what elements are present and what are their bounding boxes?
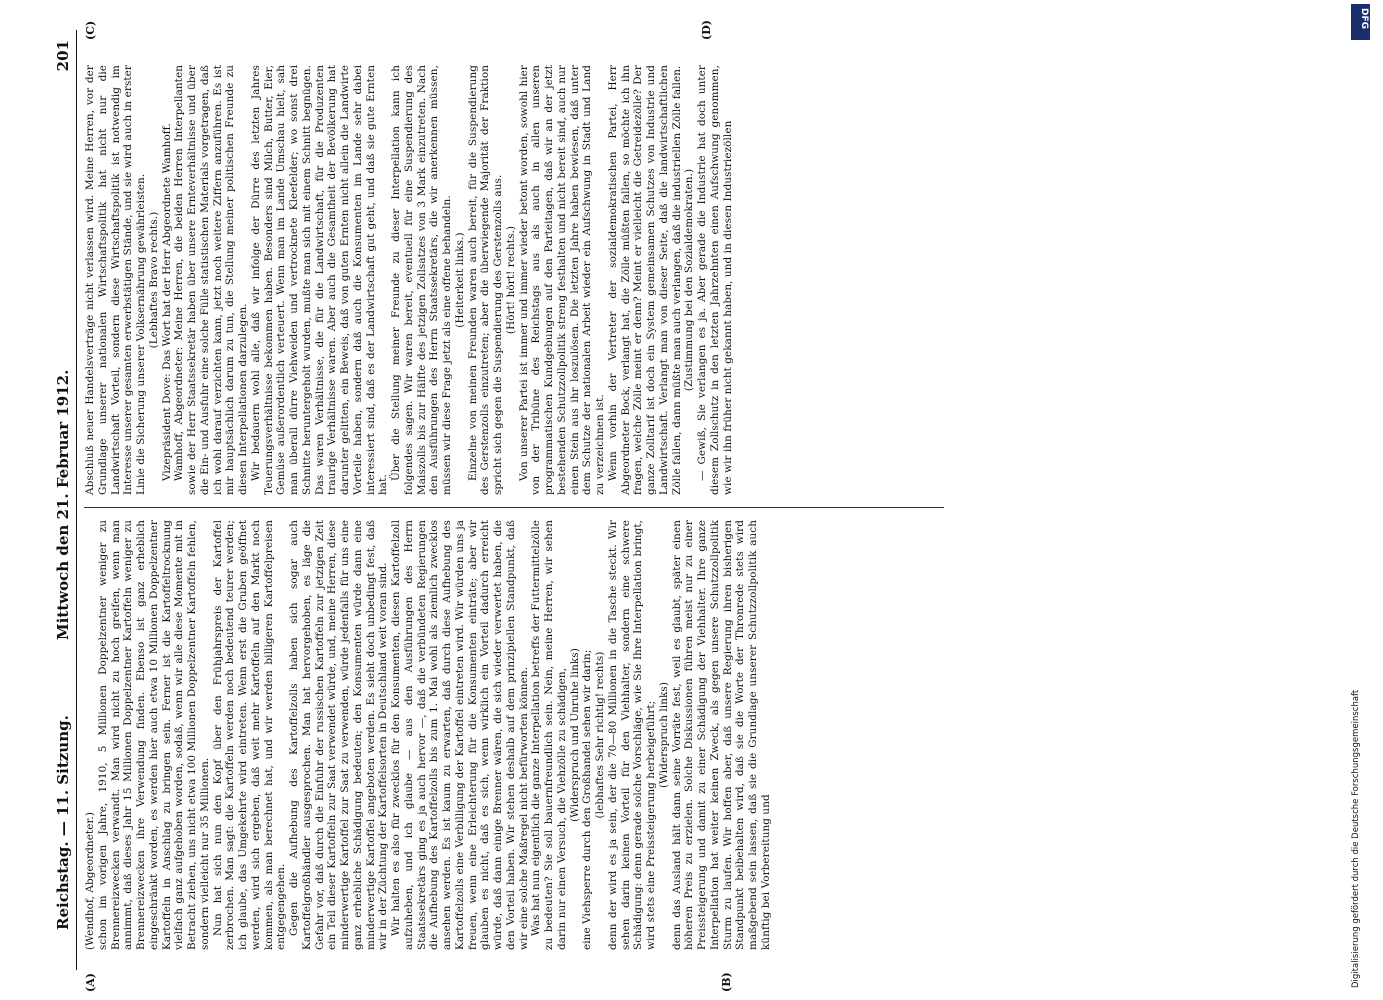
- paragraph: Vizepräsident Dove: Das Wort hat der Herr Abgeordnete Wamhoff.: [160, 123, 173, 481]
- paragraph: eine Viehsperre durch den Großhandel sehen wir darin;: [581, 649, 594, 950]
- paragraph: denn das Ausland hält dann seine Vorräte fest, weil es glaubt, später einen höheren Preis zu erzielen. Solche Diskussionen führen meist nur zu einer Preissteigerung und damit zu einer Schädigung der Viehhalter. Ihre ganze Interpellation hat weiter keinen Zweck, als gegen unsere Schutzzollpolitik Sturm zu laufen. Wir hoffen aber, daß unsere Regierung ihren bisherigen Standpunkt beibehalten wird, daß sie die Worte der Thronrede stets wird maßgebend sein lassen, daß sie die Grundlage unserer Schutzzollpolitik auch künftig bei Vorbereitung und: [670, 520, 772, 950]
- paragraph: Wir halten es also für zwecklos für den Konsumenten, diesen Kartoffelzoll aufzuheben, und ich glaube — aus den Ausführungen des Herrn Staatssekretärs ging es ja auch hervor —, daß die verbündeten Regierungen die Aufhebung des Kartoffelzolls bis zum 1. Mai wohl als ziemlich zwecklos ansehen werden. Es ist kaum zu erwarten, daß durch diese Aufhebung des Kartoffelzolls eine Verbilligung der Kartoffel eintreten wird. Wir würden uns ja freuen, wenn eine Erleichterung für die Konsumenten einträte; aber wir glauben es nicht, daß es sich, wenn wirklich ein Vorteil dadurch erreicht würde, daß dann einige Brenner wären, die sich wieder verwertet haben, die den Vorteil haben. Wir stehen deshalb auf dem prinzipiellen Standpunkt, daß wir eine solche Maßregel nicht befürworten können.: [390, 520, 530, 950]
- interjection: (Zustimmung bei den Sozialdemokraten.): [683, 168, 696, 392]
- header-date: Mittwoch den 21. Februar 1912.: [54, 369, 72, 640]
- right-column: [84, 65, 734, 495]
- margin-marker-b: (B): [720, 972, 733, 992]
- margin-marker-c: (C): [84, 20, 97, 40]
- digitization-credit: Digitalisierung gefördert durch die Deutsche Forschungsgemeinschaft: [1351, 689, 1361, 988]
- interjection: (Heiterkeit links.): [453, 232, 466, 328]
- paragraph: Nun hat sich nun den Kopf über den Frühjahrspreis der Kartoffel zerbrochen. Man sagt: die Kartoffeln werden noch bedeutend teurer werden; ich glaube, das Umgekehrte wird eintreten. Wenn erst die Gruben geöffnet werden, wird sich ergeben, daß weit mehr Kartoffeln auf den Markt noch kommen, als man berechnet hat, und wir werden billigeren Kartoffelpreisen entgegengehen.: [211, 520, 288, 950]
- paragraph: Wamhoff, Abgeordneter: Meine Herren, die beiden Herren Interpellanten sowie der Herr Staatssekretär haben über unsere Ernteverhältnisse und über die Ein- und Ausfuhr eine solche Fülle statistischen Materials vorgetragen, daß ich wohl darauf verzichten kann, jetzt noch weitere Ziffern anzuführen. Es ist mir hauptsächlich darum zu tun, die Stellung meiner politischen Freunde zu diesen Interpellationen darzulegen.: [173, 65, 249, 495]
- paragraph: Einzelne von meinen Freunden waren auch bereit, für die Suspendierung des Gerstenzolls einzutreten; aber die überwiegende Majorität der Fraktion spricht sich gegen die Suspendierung des Gerstenzolls aus.: [466, 65, 504, 495]
- interjection: (Lebhaftes Bravo rechts.): [147, 211, 160, 349]
- paragraph: denn der wird es ja sein, der die 70—80 Millionen in die Tasche steckt. Wir sehen darin keinen Vorteil für den Viehhalter, sondern eine schwere Schädigung: denn gerade solche Vorschläge, wie Sie Ihre Interpellation bringt, wird stets eine Preissteigerung herbeigeführt;: [606, 520, 657, 950]
- paragraph: Gegen die Aufhebung des Kartoffelzolls haben sich sogar auch Kartoffelgroßhändler ausgesprochen. Man hat hervorgehoben, es läge die Gefahr vor, daß durch die Einfuhr der russischen Kartoffeln zur jetzigen Zeit ein Teil dieser Kartoffeln zur Saat verwendet würde, und, meine Herren, diese minderwertige Kartoffel zur Saat zu verwenden, würde jedenfalls für uns eine ganz erhebliche Schädigung bedeuten; den Konsumenten würde dann eine minderwertige Kartoffel angeboten werden. Es sieht doch unbedingt fest, daß wir in der Züchtung der Kartoffelsorten in Deutschland weit voran sind.: [288, 520, 390, 950]
- page-header: [50, 30, 77, 970]
- paragraph: schon im vorigen Jahre, 1910, 5 Millionen Doppelzentner weniger zu Brennereizwecken verwandt. Man wird nicht zu hoch greifen, wenn man annimmt, daß dieses Jahr 15 Millionen Doppelzentner Kartoffeln weniger zu Brennereizwecken ihre Verwendung finden. Ebenso ist ganz erheblich eingeschränkt worden, es werden hier auch etwa 10 Millionen Doppelzentner Kartoffeln in Anschlag zu bringen sein. Ferner ist die Kartoffeltrocknung vielfach ganz aufgehoben worden, sodaß, wenn wir alle diese Momente mit in Betracht ziehen, uns nicht etwa 100 Millionen Doppelzentner Kartoffeln fehlen, sondern vielleicht nur 35 Millionen.: [96, 520, 211, 950]
- speaker-tag: (Wendhof, Abgeordneter.): [84, 812, 96, 950]
- column-divider: [84, 507, 944, 508]
- paragraph: Über die Stellung meiner Freunde zu dieser Interpellation kann ich folgendes sagen. Wir waren bereit, eventuell für eine Suspendierung des Maiszolls bis zur Hälfte des jetzigen Zollsatzes von 3 Mark einzutreten. Nach den Ausführungen des Herrn Staatssekretärs, die wir anerkennen müssen, müssen wir diese Frage jetzt als eine offene behandeln.: [390, 65, 453, 495]
- margin-marker-a: (A): [84, 973, 97, 992]
- page-number: 201: [54, 40, 72, 72]
- paragraph: — Gewiß, Sie verlangen es ja. Aber gerade die Industrie hat doch unter diesem Zollschutz in den letzten Jahrzehnten einen Aufschwung genommen, wie wir ihn früher nicht gekannt haben, und in diesen Industriezöllen: [696, 65, 734, 495]
- interjection: (Hört! hört! rechts.): [504, 225, 517, 335]
- credit-strip: [1340, 0, 1383, 1000]
- interjection: (lebhaftes Sehr richtig! rechts): [594, 651, 606, 819]
- margin-marker-d: (D): [700, 20, 713, 40]
- paragraph: Von unserer Partei ist immer und immer wieder betont worden, sowohl hier von der Tribüne des Reichstags aus als auch in allen unseren programmatischen Kundgebungen auf den Parteitagen, daß wir an der jetzt bestehenden Schutzzollpolitik streng festhalten und nicht bereit sind, auch nur einen Stein aus ihr loszulösen. Die letzten Jahre haben bewiesen, daß unter dem Schutze der nationalen Arbeit wieder ein Aufschwung in Stadt und Land zu verzeichnen ist.: [517, 65, 606, 495]
- interjection: (Widerspruch links): [657, 681, 670, 789]
- paragraph: Abschluß neuer Handelsverträge nicht verlassen wird. Meine Herren, vor der Grundlage unserer nationalen Wirtschaftspolitik hat nicht nur die Landwirtschaft Vorteil, sondern diese Wirtschaftspolitik ist notwendig im Interesse unserer gesamten erwerbstätigen Stände, und sie wird auch in erster Linie die Sicherung unserer Volksernährung gewährleisten.: [84, 65, 147, 495]
- header-session: Reichstag. — 11. Sitzung.: [54, 715, 72, 930]
- paragraph: Was hat nun eigentlich die ganze Interpellation betreffs der Futtermittelzölle zu bedeuten? Sie soll bauernfreundlich sein. Nein, meine Herren, wir sehen darin nur einen Versuch, die Viehzölle zu schädigen,: [530, 520, 568, 950]
- paragraph: Wenn vorhin der Vertreter der sozialdemokratischen Partei, Herr Abgeordneter Bock, verlangt hat, die Zölle müßten fallen, so möchte ich ihn fragen, welche Zölle meint er denn? Meint er vielleicht die Getreidezölle? Der ganze Zolltarif ist doch ein System gemeinsamen Schutzes von Industrie und Landwirtschaft. Verlangt man von dieser Seite, daß die landwirtschaftlichen Zölle fallen, dann müßte man auch verlangen, daß die industriellen Zölle fallen.: [606, 65, 683, 495]
- interjection: (Widerspruch und Unruhe links): [568, 648, 581, 822]
- dfg-logo: DFG: [1351, 4, 1370, 40]
- left-column: [84, 520, 773, 950]
- paragraph: Wir bedauern wohl alle, daß wir infolge der Dürre des letzten Jahres Teuerungsverhältnisse bekommen haben. Besonders sind Milch, Butter, Eier, Gemüse außerordentlich verteuert. Wenn man im Lande Umschau hielt, sah man überall dürre Viehweiden und vertrocknete Kleefelder; wo sonst drei Schnitte heruntergeholt wurden, mußte man sich mit einem Schnitt begnügen. Das waren Verhältnisse, die für die Landwirtschaft, für die Produzenten traurige Verhältnisse waren. Aber auch die Gesamtheit der Bevölkerung hat darunter gelitten, ein Beweis, daß von guten Ernten nicht allein die Landwirte Vorteile haben, sondern daß auch die Konsumenten im Lande sehr dabei interessiert sind, daß es der Landwirtschaft gut geht, und daß sie gute Ernten hat.: [249, 65, 390, 495]
